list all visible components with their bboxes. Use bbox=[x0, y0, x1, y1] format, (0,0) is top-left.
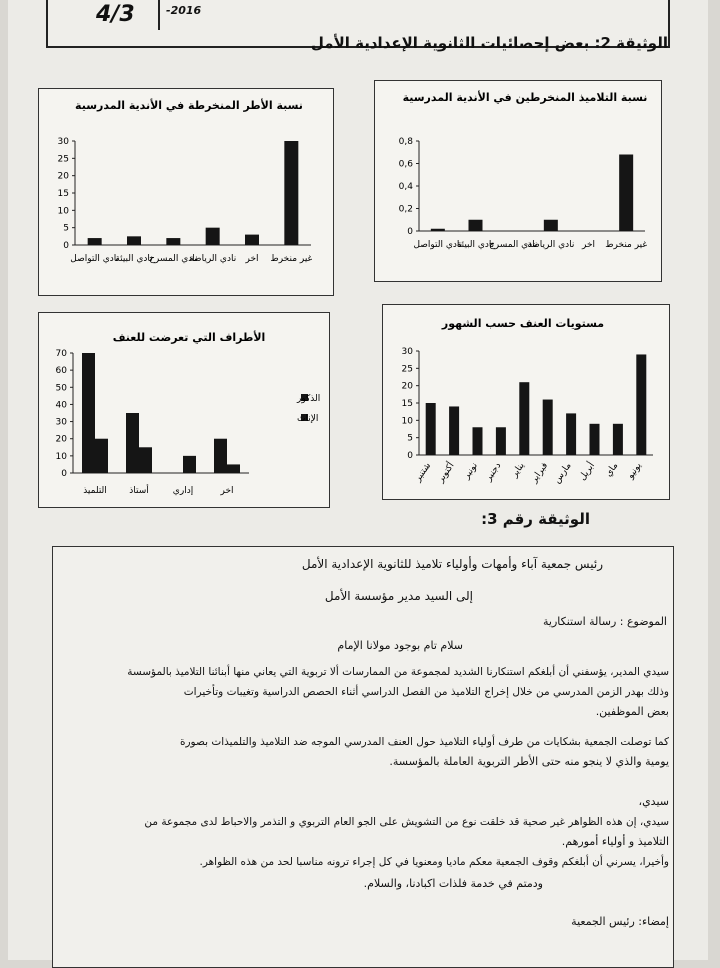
category-label: نادي التواصل bbox=[70, 254, 120, 264]
y-tick-label: 70 bbox=[55, 349, 67, 359]
bar bbox=[449, 406, 459, 455]
bar bbox=[566, 413, 576, 455]
category-label: نادي البيئة bbox=[115, 254, 153, 264]
bar bbox=[426, 403, 436, 455]
y-tick-label: 20 bbox=[57, 171, 69, 182]
chart-students-clubs-svg bbox=[375, 81, 661, 281]
y-tick-label: 40 bbox=[55, 400, 67, 411]
letter-p1-line2: وذلك بهدر الزمن المدرسي من خلال إخراج التلاميذ من الفصل الدراسي أثناء الحصص الدراسية وتغيبات وتأخيرات bbox=[183, 686, 669, 698]
legend-label: الذكور bbox=[297, 394, 321, 404]
letter-p1-line1: سيدي المدير، يؤسفني أن أبلغكم استنكارنا الشديد لمجموعة من الممارسات ألا تربوية التي يعاني منها أبنائنا التلاميذ بالمؤسسة bbox=[127, 666, 669, 678]
y-tick-label: 0,6 bbox=[398, 159, 413, 170]
bar-female bbox=[139, 447, 152, 473]
letter-from: رئيس جمعية آباء وأمهات وأولياء تلاميذ للثانوية الإعدادية الأمل bbox=[301, 557, 603, 571]
category-label: يناير bbox=[509, 460, 527, 480]
category-label: اخر bbox=[581, 240, 596, 250]
document-3-title: الوثيقة رقم 3: bbox=[481, 510, 590, 528]
chart-students-clubs bbox=[374, 80, 662, 282]
category-label: فبراير bbox=[529, 460, 551, 485]
letter-closing: ودمتم في خدمة فلذات اكبادنا، والسلام. bbox=[363, 877, 543, 890]
category-label: التلميذ bbox=[83, 486, 107, 496]
category-label: اخر bbox=[245, 254, 259, 264]
bar-female bbox=[227, 464, 240, 473]
category-label: مارس bbox=[552, 460, 574, 486]
letter-p1-line3: بعض الموظفين. bbox=[595, 705, 669, 718]
bar bbox=[469, 220, 483, 231]
y-tick-label: 10 bbox=[57, 206, 69, 217]
bar bbox=[496, 427, 506, 455]
bar bbox=[636, 354, 646, 455]
chart-title: مستويات العنف حسب الشهور bbox=[441, 317, 605, 330]
y-tick-label: 30 bbox=[55, 417, 67, 428]
header-strip-text: -2016 bbox=[166, 4, 202, 17]
bar-male bbox=[126, 413, 139, 473]
chart-title: نسبة الأطر المنخرطة في الأندية المدرسية bbox=[75, 99, 303, 112]
y-tick-label: 20 bbox=[401, 381, 413, 392]
bar bbox=[245, 235, 259, 245]
y-tick-label: 60 bbox=[55, 366, 67, 377]
chart-staff-clubs-svg bbox=[39, 89, 333, 295]
y-tick-label: 25 bbox=[401, 364, 413, 375]
y-tick-label: 15 bbox=[57, 189, 69, 199]
y-tick-label: 30 bbox=[401, 347, 413, 357]
y-tick-label: 15 bbox=[401, 399, 413, 409]
category-label: اخر bbox=[220, 486, 234, 496]
y-tick-label: 30 bbox=[57, 137, 69, 147]
chart-staff-clubs bbox=[38, 88, 334, 296]
letter-signature: إمضاء: رئيس الجمعية bbox=[571, 915, 669, 928]
category-label: أستاذ bbox=[129, 486, 149, 496]
chart-violence-months-svg bbox=[383, 305, 669, 499]
letter-subject: الموضوع : رسالة استنكارية bbox=[543, 615, 667, 628]
category-label: نادي التواصل bbox=[413, 240, 463, 250]
y-tick-label: 0 bbox=[407, 451, 413, 461]
y-tick-label: 5 bbox=[407, 433, 413, 444]
bar bbox=[519, 382, 529, 455]
category-label: شتنبر bbox=[413, 460, 434, 484]
letter bbox=[52, 546, 674, 968]
category-label: نونبر bbox=[461, 460, 480, 481]
y-tick-label: 20 bbox=[55, 434, 67, 445]
header-divider bbox=[158, 0, 160, 30]
bar-female bbox=[183, 456, 196, 473]
chart-violence-months bbox=[382, 304, 670, 500]
bar bbox=[619, 155, 633, 232]
bar bbox=[590, 424, 600, 455]
category-label: غير منخرط bbox=[605, 240, 648, 250]
y-tick-label: 25 bbox=[57, 154, 69, 165]
letter-greeting: سلام تام بوجود مولانا الإمام bbox=[337, 639, 463, 652]
chart-violence-parties bbox=[38, 312, 330, 508]
category-label: نادي المسرح bbox=[488, 240, 538, 250]
bar bbox=[284, 141, 298, 245]
chart-violence-parties-svg bbox=[39, 313, 329, 507]
bar bbox=[544, 220, 558, 231]
page-number: 4/3 bbox=[96, 2, 135, 27]
category-label: أكتوبر bbox=[435, 460, 457, 485]
y-tick-label: 0,2 bbox=[398, 204, 413, 215]
document-2-title: الوثيقة 2: بعض إحصائيات الثانوية الإعدادية الأمل bbox=[310, 34, 668, 52]
category-label: دجنبر bbox=[483, 460, 504, 484]
letter-to: إلى السيد مدير مؤسسة الأمل bbox=[324, 589, 473, 603]
letter-p3-line2: التلاميذ و أولياء أمورهم. bbox=[561, 835, 669, 848]
y-tick-label: 0,4 bbox=[398, 182, 413, 192]
y-tick-label: 10 bbox=[401, 416, 413, 427]
category-label: أبريل bbox=[577, 460, 597, 483]
legend-label: الإناث bbox=[297, 414, 319, 424]
bar-male bbox=[214, 439, 227, 473]
bar bbox=[206, 228, 220, 245]
y-tick-label: 0 bbox=[407, 227, 413, 237]
bar bbox=[127, 236, 141, 245]
category-label: ماي bbox=[603, 460, 621, 479]
chart-title: الأطراف التي تعرضت للعنف bbox=[112, 331, 266, 344]
letter-p3-line1: سيدي، إن هذه الظواهر غير صحية قد خلقت نوع من التشويش على الجو العام التربوي و التذمر والاحباط لدى مجموعة من bbox=[144, 816, 669, 828]
letter-p2-line2: يومية والذي لا ينجو منه حتى الأطر التربوية العاملة بالمؤسسة. bbox=[389, 755, 669, 768]
y-tick-label: 0 bbox=[63, 241, 69, 251]
bar bbox=[166, 238, 180, 245]
bar bbox=[431, 229, 445, 231]
category-label: نادي البيئة bbox=[456, 240, 495, 250]
y-tick-label: 10 bbox=[55, 451, 67, 462]
bar bbox=[613, 424, 623, 455]
category-label: نادي الرياضة bbox=[189, 254, 237, 264]
category-label: غير منخرط bbox=[270, 254, 313, 264]
category-label: إداري bbox=[172, 486, 194, 496]
letter-p2-line1: كما توصلت الجمعية بشكايات من طرف أولياء التلاميذ حول العنف المدرسي الموجه ضد التلاميذ والتلميذات بصورة bbox=[179, 736, 669, 748]
category-label: يونيو bbox=[625, 460, 644, 481]
y-tick-label: 50 bbox=[55, 383, 67, 394]
bar bbox=[473, 427, 483, 455]
y-tick-label: 0 bbox=[61, 469, 67, 479]
y-tick-label: 0,8 bbox=[398, 137, 413, 147]
bar-female bbox=[95, 439, 108, 473]
y-tick-label: 5 bbox=[63, 223, 69, 234]
letter-p4-line1: وأخيرا، يسرني أن أبلغكم وقوف الجمعية معكم ماديا ومعنويا في كل إجراء ترونه مناسبا لحد من هذه الظواهر. bbox=[199, 856, 669, 868]
letter-p3-line0: سيدي، bbox=[638, 795, 669, 808]
category-label: نادي المسرح bbox=[149, 254, 198, 264]
chart-title: نسبة التلاميذ المنخرطين في الأندية المدرسية bbox=[402, 91, 648, 104]
bar bbox=[543, 400, 553, 455]
bar bbox=[88, 238, 102, 245]
category-label: نادي الرياضة bbox=[527, 240, 575, 250]
bar-male bbox=[82, 353, 95, 473]
exam-page bbox=[8, 0, 708, 960]
